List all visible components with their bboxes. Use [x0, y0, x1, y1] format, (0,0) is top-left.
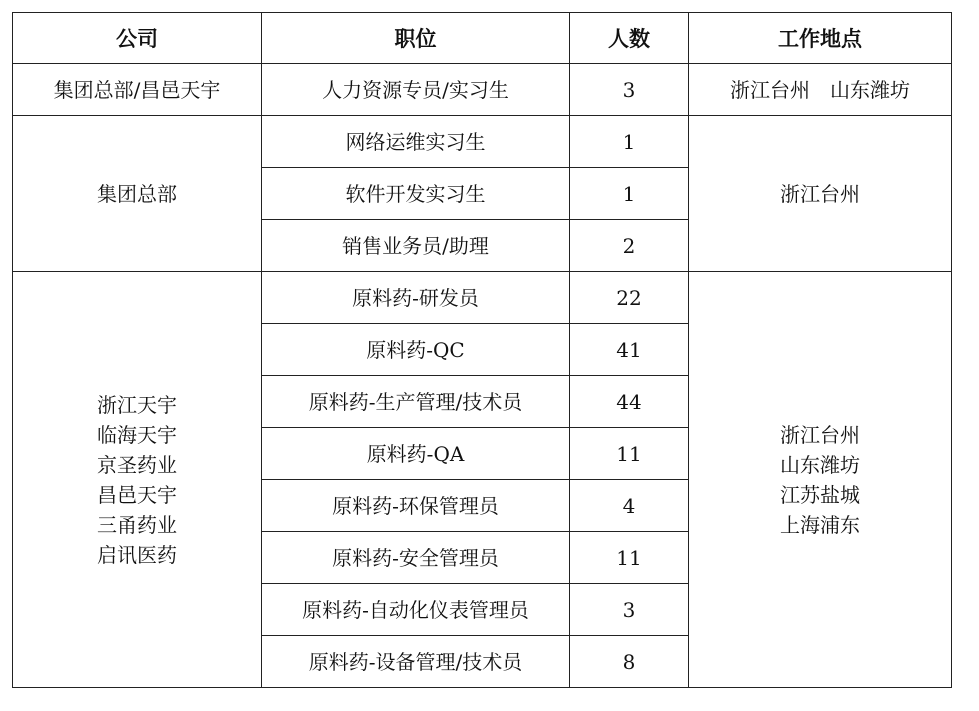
header-count: 人数	[570, 13, 689, 64]
position-cell: 原料药-安全管理员	[262, 532, 570, 584]
count-cell: 1	[570, 116, 689, 168]
position-cell: 原料药-自动化仪表管理员	[262, 584, 570, 636]
company-cell: 集团总部/昌邑天宇	[13, 64, 262, 116]
count-cell: 44	[570, 376, 689, 428]
count-cell: 3	[570, 584, 689, 636]
company-cell: 集团总部	[13, 116, 262, 272]
table-row	[13, 116, 952, 168]
table-row	[13, 272, 952, 324]
count-cell: 1	[570, 168, 689, 220]
position-cell: 原料药-QC	[262, 324, 570, 376]
position-cell: 销售业务员/助理	[262, 220, 570, 272]
count-cell: 4	[570, 480, 689, 532]
company-cell: 浙江天宇 临海天宇 京圣药业 昌邑天宇 三甬药业 启讯医药	[13, 272, 262, 688]
position-cell: 原料药-生产管理/技术员	[262, 376, 570, 428]
position-cell: 原料药-QA	[262, 428, 570, 480]
position-cell: 原料药-环保管理员	[262, 480, 570, 532]
count-cell: 8	[570, 636, 689, 688]
header-position: 职位	[262, 13, 570, 64]
count-cell: 2	[570, 220, 689, 272]
position-cell: 软件开发实习生	[262, 168, 570, 220]
count-cell: 41	[570, 324, 689, 376]
count-cell: 22	[570, 272, 689, 324]
location-cell: 浙江台州 山东潍坊	[689, 64, 952, 116]
header-row	[13, 13, 952, 64]
header-location: 工作地点	[689, 13, 952, 64]
position-cell: 网络运维实习生	[262, 116, 570, 168]
location-cell: 浙江台州 山东潍坊 江苏盐城 上海浦东	[689, 272, 952, 688]
position-cell: 原料药-研发员	[262, 272, 570, 324]
position-cell: 人力资源专员/实习生	[262, 64, 570, 116]
jobs-table	[12, 12, 952, 688]
table-row	[13, 64, 952, 116]
location-cell: 浙江台州	[689, 116, 952, 272]
position-cell: 原料药-设备管理/技术员	[262, 636, 570, 688]
count-cell: 11	[570, 428, 689, 480]
count-cell: 3	[570, 64, 689, 116]
header-company: 公司	[13, 13, 262, 64]
count-cell: 11	[570, 532, 689, 584]
